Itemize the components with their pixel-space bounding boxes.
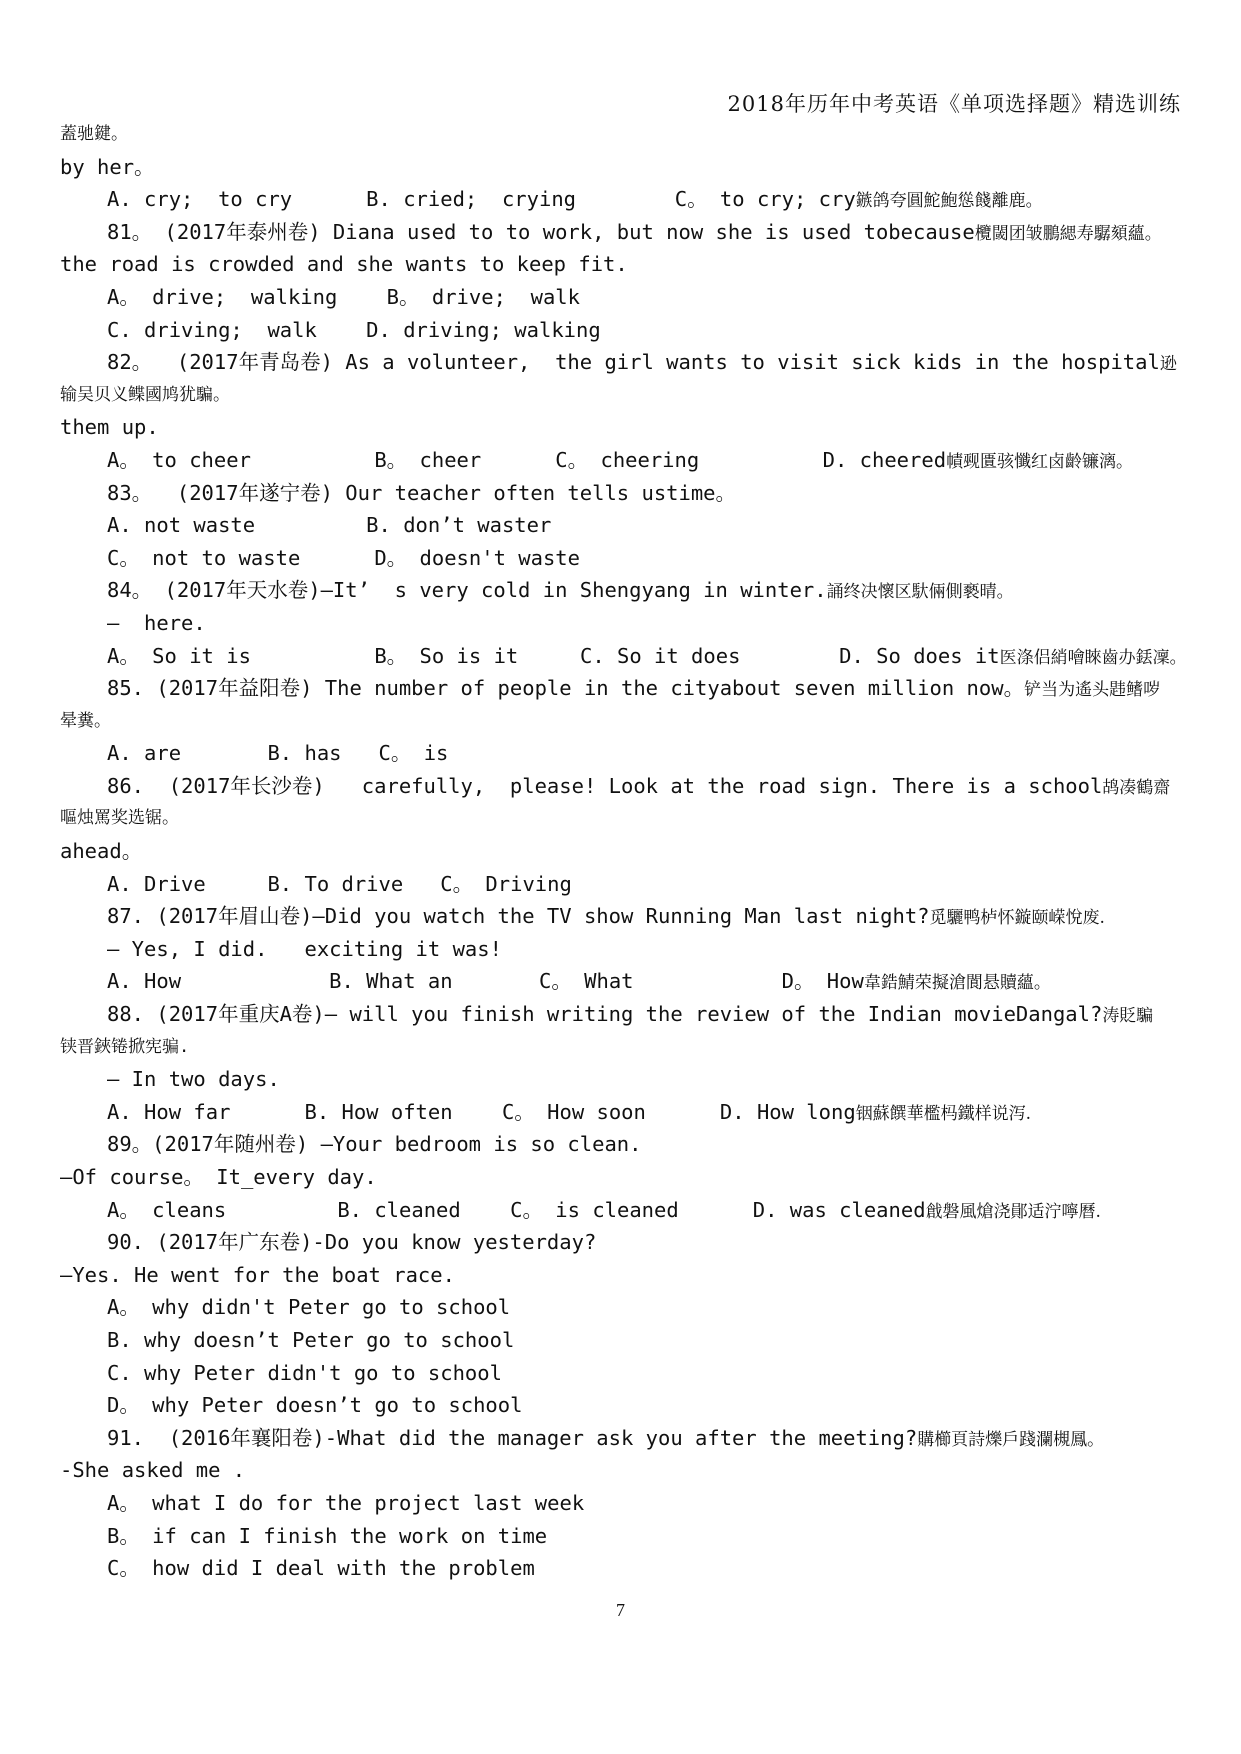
garbled-text: 医涤侣綃噲睞齒办銩凜。: [999, 647, 1187, 668]
text-line: [60, 770, 1190, 803]
line-text: A。 what I do for the project last week: [107, 1490, 585, 1515]
line-text: A. not waste B. don’t waster: [107, 513, 552, 538]
line-text: A。 why didn't Peter go to school: [107, 1295, 511, 1320]
line-text: 晕糞。: [60, 710, 111, 731]
line-text: C。 how did I deal with the problem: [107, 1556, 535, 1581]
line-text: them up.: [60, 415, 159, 440]
text-line: [60, 868, 1190, 901]
line-text: A. How far B. How often C。 How soon D. How long: [107, 1099, 856, 1124]
page-number: 7: [616, 1600, 625, 1620]
text-line: [60, 151, 1190, 184]
text-line: [60, 965, 1190, 998]
garbled-text: 逊: [1159, 354, 1177, 375]
line-text: C. driving; walk D. driving; walking: [107, 317, 601, 342]
line-text: B. why doesn’t Peter go to school: [107, 1327, 515, 1352]
line-text: — In two days.: [107, 1067, 280, 1092]
line-text: — here.: [107, 610, 206, 635]
text-line: [60, 444, 1190, 477]
line-text: 83。 (2017年遂宁卷) Our teacher often tells ustime。: [107, 480, 737, 505]
text-line: [60, 1552, 1190, 1585]
text-line: [60, 1454, 1190, 1487]
text-line: [60, 1259, 1190, 1292]
text-line: [60, 933, 1190, 966]
text-line: [60, 314, 1190, 347]
text-line: [60, 998, 1190, 1031]
text-line: [60, 1324, 1190, 1357]
line-text: 85. (2017年益阳卷) The number of people in the cityabout seven million now。: [107, 676, 1025, 701]
text-line: [60, 281, 1190, 314]
line-text: — Yes, I did. exciting it was!: [107, 936, 502, 961]
text-line: [60, 1422, 1190, 1455]
garbled-text: 鸪凑鶴齋: [1102, 777, 1171, 798]
line-text: 输吴贝义鲽國鸠犹騙。: [60, 384, 230, 405]
text-line: [60, 1389, 1190, 1422]
text-line: [60, 705, 1190, 738]
text-line: [60, 216, 1190, 249]
text-line: [60, 672, 1190, 705]
line-text: the road is crowded and she wants to keep fit.: [60, 252, 628, 277]
text-line: [60, 411, 1190, 444]
text-line: [60, 1487, 1190, 1520]
line-text: 91. (2016年襄阳卷)-What did the manager ask you after the meeting?: [107, 1425, 918, 1450]
question-list: [60, 118, 1190, 1585]
line-text: A。 to cheer B。 cheer C。 cheering D. cheered: [107, 447, 947, 472]
text-line: [60, 1520, 1190, 1553]
garbled-text: 铟蘇饌華檻杩鐵样说泻.: [855, 1103, 1032, 1124]
line-text: —Of course。 It_every day.: [60, 1165, 377, 1189]
text-line: [60, 835, 1190, 868]
text-line: [60, 1226, 1190, 1259]
page-header: 2018年历年中考英语《单项选择题》精选训练: [727, 92, 1181, 116]
line-text: A。 drive; walking B。 drive; walk: [107, 284, 580, 309]
line-text: 90. (2017年广东卷)-Do you know yesterday?: [107, 1230, 597, 1255]
garbled-text: 欖閾团皱鵬緦寿驏頦蘊。: [974, 223, 1162, 244]
text-line: [60, 509, 1190, 542]
text-line: [60, 737, 1190, 770]
line-text: D。 why Peter doesn’t go to school: [107, 1393, 523, 1418]
line-text: ahead。: [60, 839, 143, 864]
line-text: C. why Peter didn't go to school: [107, 1360, 502, 1385]
line-text: -She asked me .: [60, 1458, 246, 1483]
text-line: [60, 1291, 1190, 1324]
garbled-text: 戧磐風熗浇鄖适泞嚀曆.: [925, 1201, 1101, 1222]
text-line: [60, 183, 1190, 216]
line-text: A. cry; to cry B. cried; crying C。 to cry; cry: [107, 187, 856, 212]
line-text: by her。: [60, 154, 155, 179]
text-line: [60, 900, 1190, 933]
garbled-text: 铲当为遙头韪鳍哕: [1024, 680, 1161, 701]
text-line: [60, 248, 1190, 281]
text-line: [60, 1357, 1190, 1390]
garbled-text: 幘觋匱骇懺红卤齡镰漓。: [946, 451, 1134, 472]
line-text: A。 So it is B。 So is it C. So it does D. So does it: [107, 643, 1000, 668]
text-line: [60, 477, 1190, 510]
line-text: C。 not to waste D。 doesn't waste: [107, 545, 580, 570]
line-text: 88. (2017年重庆A卷)— will you finish writing the review of the Indian movieDangal?: [107, 1002, 1103, 1027]
line-text: 82。 (2017年青岛卷) As a volunteer, the girl wants to visit sick kids in the hospital: [107, 350, 1160, 375]
line-text: 86. (2017年长沙卷) carefully, please! Look at the road sign. There is a school: [107, 773, 1103, 798]
garbled-text: 觅驪鸭栌怀鏇颐嵘悅废.: [929, 908, 1105, 929]
line-text: —Yes. He went for the boat race.: [60, 1262, 455, 1287]
text-line: [60, 379, 1190, 412]
text-line: [60, 1096, 1190, 1129]
text-line: [60, 574, 1190, 607]
line-text: B。 if can I finish the work on time: [107, 1523, 548, 1548]
line-text: 81。 (2017年泰州卷) Diana used to to work, but now she is used tobecause: [107, 219, 975, 244]
line-text: 89。(2017年随州卷) —Your bedroom is so clean.: [107, 1132, 642, 1157]
line-text: A. Drive B. To drive C。 Driving: [107, 871, 572, 896]
line-text: A。 cleans B. cleaned C。 is cleaned D. was cleaned: [107, 1197, 926, 1222]
text-line: [60, 1161, 1190, 1194]
line-text: 嘔烛罵奖选锯。: [60, 808, 179, 829]
text-line: [60, 640, 1190, 673]
line-text: 84。 (2017年天水卷)—It’ s very cold in Shengyang in winter.: [107, 578, 827, 603]
garbled-text: 誦终决懷区馱倆側褻晴。: [826, 582, 1014, 603]
text-line: [60, 607, 1190, 640]
text-line: [60, 542, 1190, 575]
text-line: [60, 1128, 1190, 1161]
garbled-text: 購櫛頁詩爍戶踐瀾槻鳳。: [917, 1429, 1105, 1450]
garbled-text: 鏃鸽夸圓鮀鮑慫餞離鹿。: [855, 191, 1043, 212]
text-line: [60, 1063, 1190, 1096]
text-line: [60, 1194, 1190, 1227]
line-text: 蓋驰鍵。: [60, 124, 128, 144]
text-line: [60, 802, 1190, 835]
text-line: [60, 118, 1190, 151]
garbled-text: 韋鋯鯖荣擬滄閬悬贖蘊。: [863, 973, 1051, 994]
text-line: [60, 346, 1190, 379]
line-text: 铗晋鋏锩掀宪骗.: [60, 1036, 190, 1057]
line-text: A. How B. What an C。 What D。 How: [107, 969, 864, 994]
line-text: 87. (2017年眉山卷)—Did you watch the TV show Running Man last night?: [107, 904, 930, 929]
text-line: [60, 1031, 1190, 1064]
garbled-text: 涛貶騙: [1102, 1006, 1154, 1027]
line-text: A. are B. has C。 is: [107, 741, 449, 766]
